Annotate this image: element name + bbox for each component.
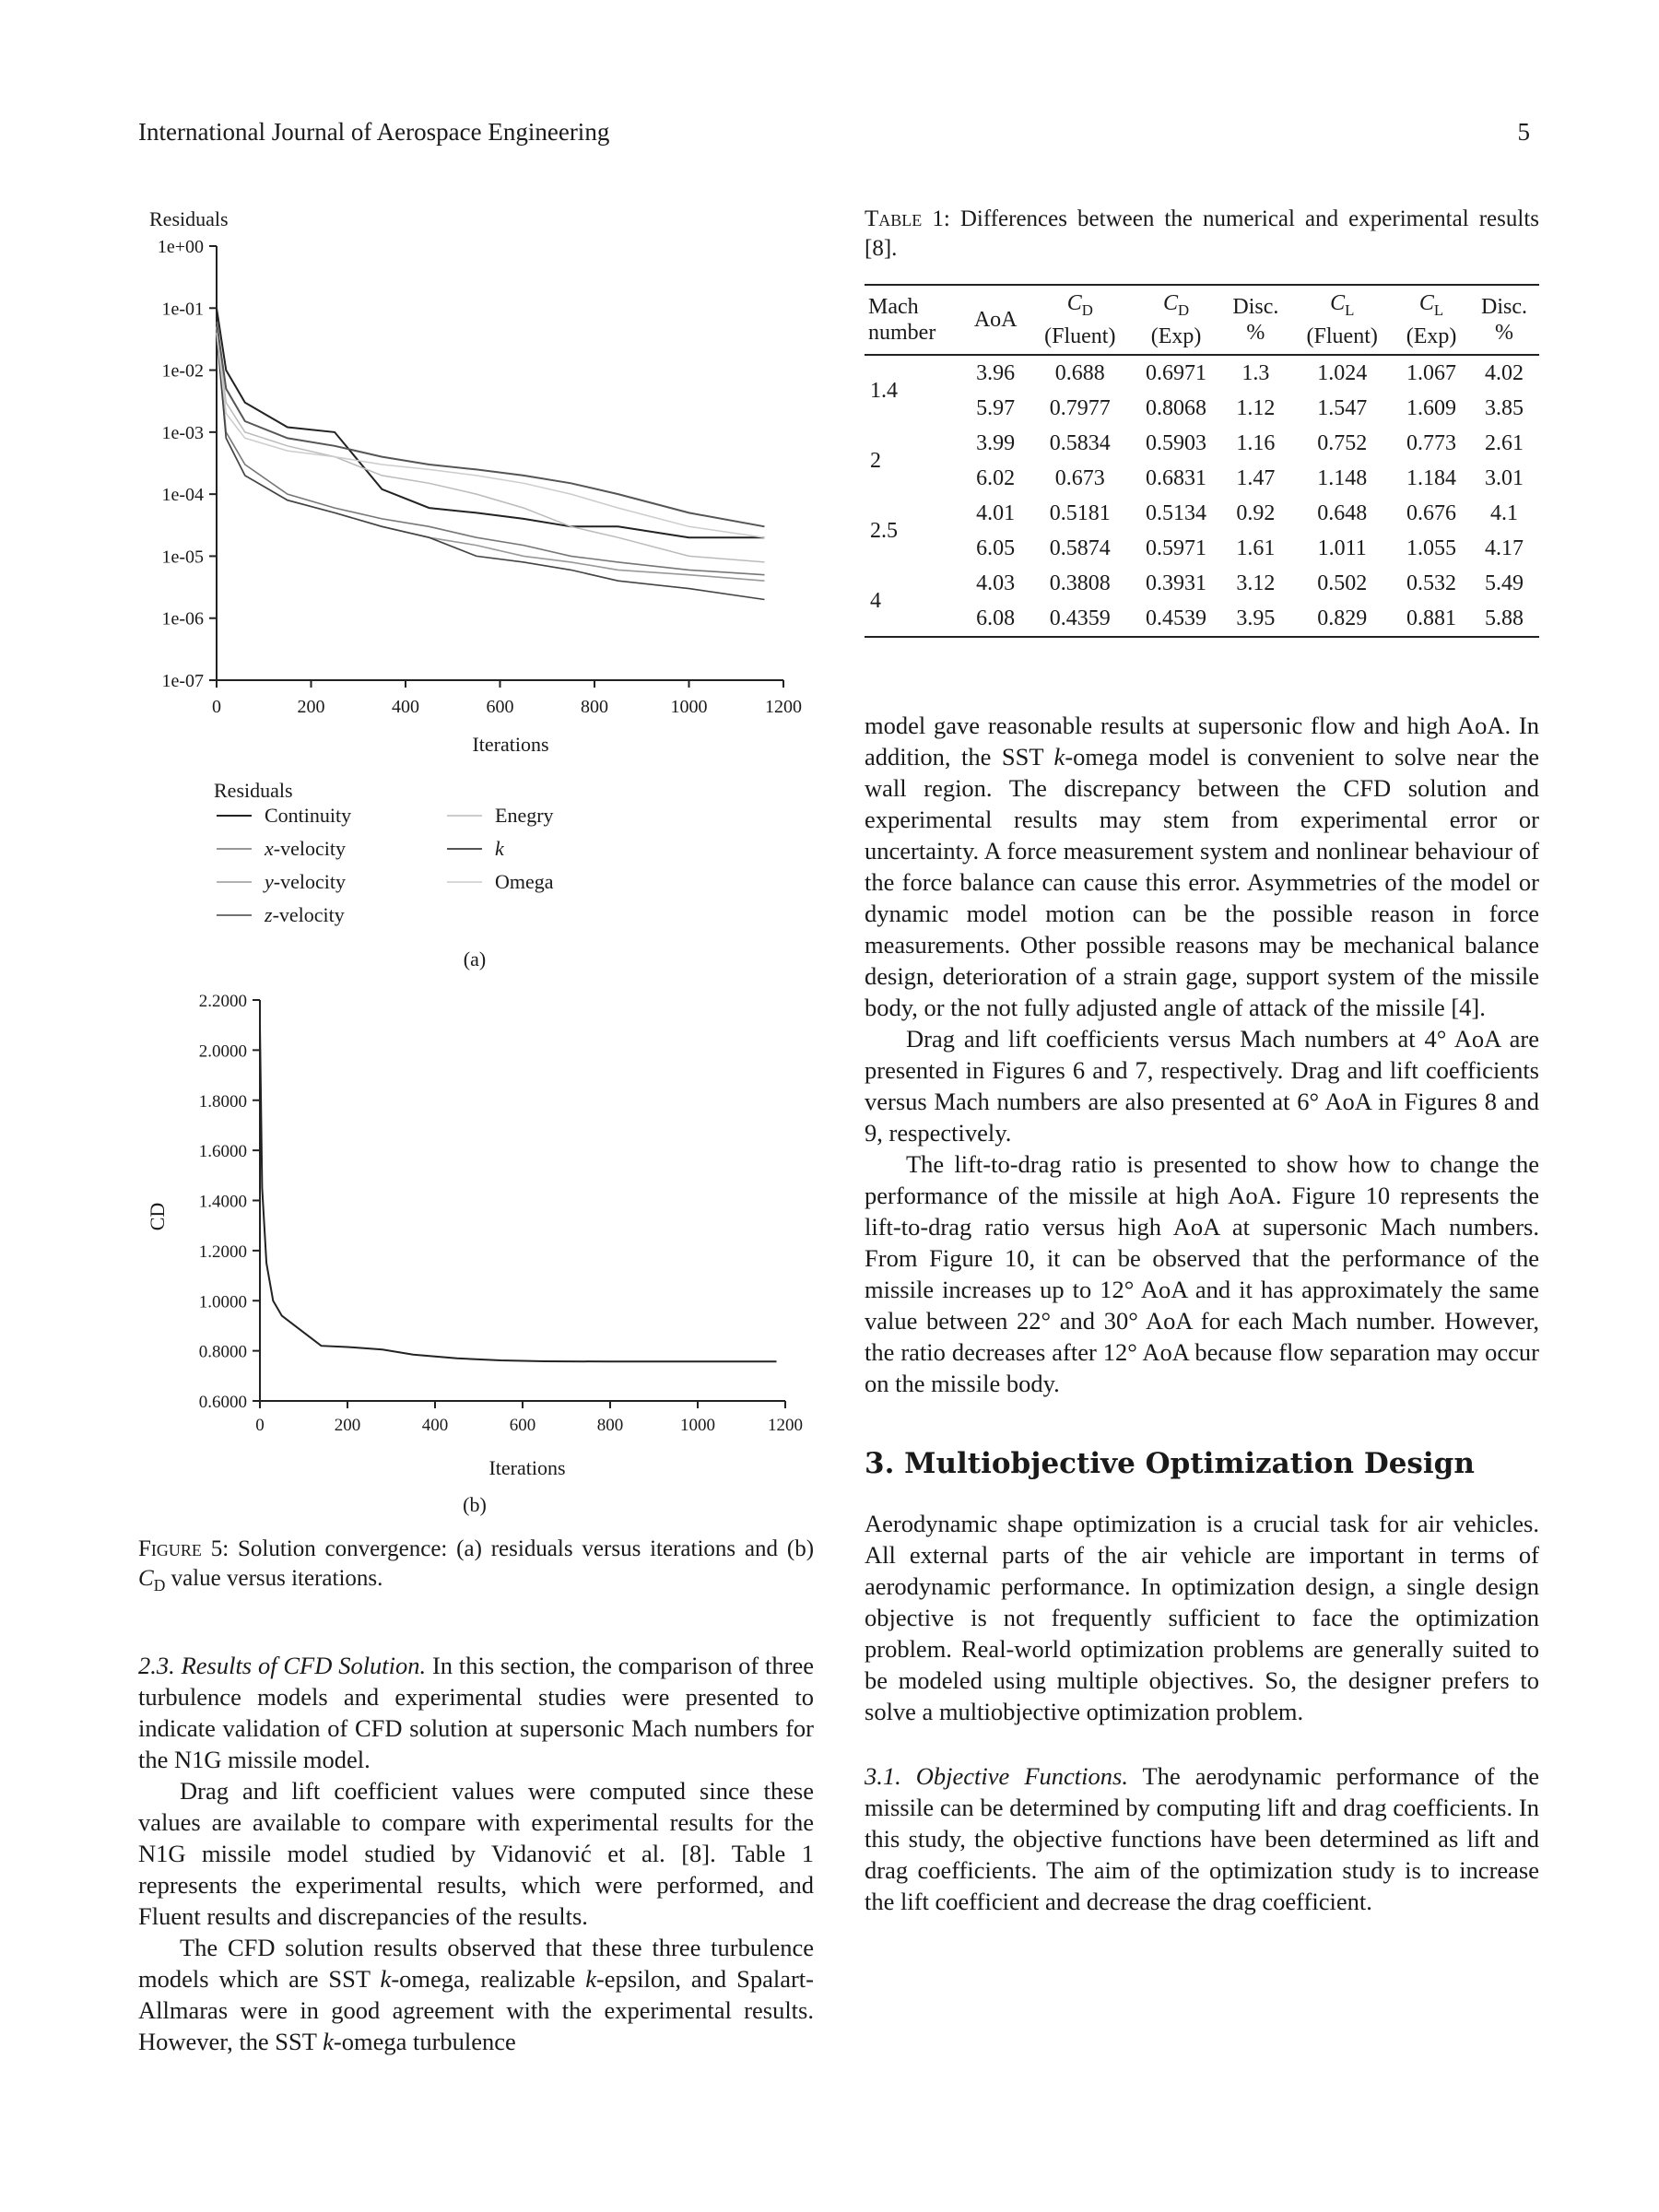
table1-cell: 5.88 — [1485, 606, 1524, 630]
table1-cell: 0.5874 — [1049, 535, 1111, 560]
table1-cell: 1.067 — [1406, 360, 1457, 385]
figA-legend-label: y-velocity — [265, 870, 346, 893]
table1-cell: 3.85 — [1485, 395, 1524, 420]
figB-x-tick-label: 0 — [255, 1416, 265, 1435]
table1-cell: 4.02 — [1485, 360, 1524, 385]
figA-y-tick-label: 1e-05 — [161, 547, 204, 568]
table1-mach-cell: 2.5 — [870, 518, 898, 543]
table1-cell: 3.99 — [976, 430, 1016, 455]
table1-cell: 3.01 — [1485, 465, 1524, 490]
table1 — [865, 284, 1539, 638]
table1-header-cell: Disc. % — [1481, 294, 1528, 345]
left-text-column — [138, 1650, 814, 2057]
table1-block — [865, 205, 1539, 638]
table1-cell: 1.055 — [1406, 535, 1457, 560]
table1-header-cell: $C_D$ (Fluent) — [1044, 291, 1116, 348]
table1-caption — [865, 205, 1539, 264]
figA-series — [217, 308, 765, 599]
figB-y-tick-label: 1.6000 — [198, 1142, 247, 1162]
right-text-column — [865, 710, 1539, 1917]
figure5a-residuals-chart — [129, 198, 830, 972]
figA-x-tick-label: 200 — [297, 697, 325, 717]
table1-cell: 5.49 — [1485, 571, 1524, 595]
table1-cell: 0.92 — [1236, 500, 1276, 525]
figA-y-tick-label: 1e-03 — [161, 422, 204, 443]
table1-cell: 1.148 — [1317, 465, 1368, 490]
journal-title: International Journal of Aerospace Engineering — [138, 118, 610, 146]
figB-y-tick-label: 2.2000 — [198, 992, 247, 1011]
table1-cell: 0.8068 — [1146, 395, 1207, 420]
figA-y-tick-label: 1e-04 — [161, 485, 204, 506]
figA-x-ticks — [212, 680, 802, 717]
table1-cell: 0.648 — [1317, 500, 1368, 525]
figB-y-tick-label: 0.8000 — [198, 1342, 247, 1362]
figA-x-tick-label: 400 — [392, 697, 419, 717]
table1-cell: 5.97 — [976, 395, 1016, 420]
table1-cell: 4.17 — [1485, 535, 1524, 560]
table1-cell: 0.773 — [1406, 430, 1457, 455]
table1-cell: 0.5834 — [1049, 430, 1111, 455]
table1-cell: 0.3931 — [1146, 571, 1207, 595]
table1-header-cell: Disc. % — [1232, 294, 1279, 345]
figA-x-tick-label: 800 — [581, 697, 608, 717]
table1-cell: 1.184 — [1406, 465, 1457, 490]
figure5-caption-label: Figure 5: — [138, 1536, 229, 1561]
section-2-3-para2: Drag and lift coefficient values were computed since these values are available to compare with experimental results for the N1G missile model studied by Vidanović et al. [8]. Table 1 represents the experimental results, which were performed, and Fluent results and discrepancies of the results. — [138, 1777, 814, 1930]
table1-cell: 0.3808 — [1049, 571, 1111, 595]
figB-y-tick-label: 0.6000 — [198, 1393, 247, 1412]
table-row — [865, 461, 1539, 496]
figure5-caption: Figure 5: Solution convergence: (a) residuals versus iterations and (b) $C_D$ value versus iterations. — [138, 1536, 815, 1594]
figA-y-tick-label: 1e-01 — [161, 299, 204, 320]
figB-xlabel: Iterations — [488, 1456, 566, 1479]
figure5-caption-line2-post: value versus iterations. — [171, 1566, 383, 1591]
figA-legend-label: Continuity — [265, 804, 352, 827]
table-row — [865, 355, 1539, 391]
table1-cell: 6.02 — [976, 465, 1016, 490]
figB-ylabel: CD — [146, 1202, 169, 1231]
figA-x-tick-label: 1200 — [765, 697, 802, 717]
table1-cell: 4.1 — [1490, 500, 1519, 525]
table1-cell: 0.6971 — [1146, 360, 1207, 385]
section-2-3-para3: The CFD solution results observed that these three turbulence models which are SST k-omega, realizable k-epsilon, and Spalart-Allmaras were in good agreement with the experimental results. However, the SST k-omega turbulence — [138, 1934, 814, 2055]
table1-mach-cell: 4 — [870, 588, 881, 613]
table1-header-row — [865, 285, 1539, 355]
table1-cell: 4.01 — [976, 500, 1016, 525]
figA-x-tick-label: 0 — [212, 697, 221, 717]
table1-cell: 0.6831 — [1146, 465, 1207, 490]
figB-y-ticks — [199, 992, 260, 1412]
table1-cell: 0.829 — [1317, 606, 1368, 630]
figB-y-tick-label: 1.2000 — [198, 1241, 247, 1262]
figB-x-tick-label: 400 — [421, 1416, 449, 1435]
figure5b-cd-chart — [129, 977, 830, 1530]
figA-legend-label: Omega — [495, 870, 554, 893]
table-row — [865, 531, 1539, 566]
table1-cell: 6.05 — [976, 535, 1016, 560]
figA-x-tick-label: 600 — [486, 697, 514, 717]
figA-series-line — [217, 327, 765, 582]
figA-ylabel: Residuals — [149, 207, 229, 230]
figB-x-tick-label: 800 — [596, 1416, 624, 1435]
table1-cell: 1.547 — [1317, 395, 1368, 420]
table1-cell: 0.881 — [1406, 606, 1457, 630]
table1-cell: 0.5181 — [1049, 500, 1111, 525]
table-row — [865, 391, 1539, 426]
figB-series — [260, 1025, 777, 1361]
figA-y-tick-label: 1e-06 — [161, 608, 204, 629]
table1-mach-cell: 2 — [870, 448, 881, 473]
figB-y-tick-label: 1.8000 — [198, 1091, 247, 1112]
section-2-3-para1: 2.3. Results of CFD Solution. In this section, the comparison of three turbulence models and experimental studies were presented to indicate validation of CFD solution at supersonic Mach numbers for the N1G missile model. — [138, 1652, 814, 1773]
table1-cell: 0.4539 — [1146, 606, 1207, 630]
table1-cell: 0.4359 — [1049, 606, 1111, 630]
figA-series-line — [217, 322, 765, 526]
table1-cell: 1.024 — [1317, 360, 1368, 385]
figA-series-line — [217, 327, 765, 575]
figA-legend-label: x-velocity — [265, 837, 346, 860]
table-row — [865, 566, 1539, 601]
figA-legend-title: Residuals — [214, 779, 293, 802]
table1-cell: 6.08 — [976, 606, 1016, 630]
figA-y-ticks — [158, 237, 217, 691]
figure5-caption-line1: Solution convergence: (a) residuals versus iterations and — [238, 1536, 779, 1561]
figB-x-tick-label: 1200 — [768, 1416, 803, 1435]
table1-cell: 1.3 — [1241, 360, 1270, 385]
table1-cell: 0.502 — [1317, 571, 1368, 595]
figA-legend — [217, 804, 554, 926]
figB-y-tick-label: 1.0000 — [198, 1292, 247, 1312]
right-para1: model gave reasonable results at supersonic flow and high AoA. In addition, the SST k-omega model is convenient to solve near the wall region. The discrepancy between the CFD solution and experimental results may stem from experimental error or uncertainty. A force measurement system and nonlinear behaviour of the force balance can cause this error. Asymmetries of the model or dynamic model motion can be the possible reason in force measurements. Other possible reasons may be mechanical balance design, deterioration of a strain gage, support system of the missile body, or the not fully adjusted angle of attack of the missile [4]. — [865, 712, 1539, 1021]
table1-cell: 0.676 — [1406, 500, 1457, 525]
table1-caption-label: Table 1: — [865, 206, 950, 231]
figB-y-tick-label: 2.0000 — [198, 1041, 247, 1062]
table1-header-cell: $C_L$ (Exp) — [1406, 291, 1457, 348]
table-row — [865, 601, 1539, 637]
table1-cell: 0.532 — [1406, 571, 1457, 595]
table1-cell: 0.5971 — [1146, 535, 1207, 560]
table1-cell: 1.47 — [1236, 465, 1276, 490]
table1-header-cell: $C_D$ (Exp) — [1150, 291, 1202, 348]
figB-x-tick-label: 600 — [509, 1416, 536, 1435]
section-3-1-title: 3.1. Objective Functions. — [865, 1762, 1128, 1790]
section-3-1-para1: 3.1. Objective Functions. The aerodynamic performance of the missile can be determined by computing lift and drag coefficients. In this study, the objective functions have been determined as lift and drag coefficients. The aim of the optimization study is to increase the lift coefficient and decrease the drag coefficient. — [865, 1762, 1540, 1915]
figB-x-tick-label: 200 — [334, 1416, 361, 1435]
section-2-3-title: 2.3. Results of CFD Solution. — [138, 1652, 427, 1679]
figB-x-ticks — [255, 1401, 803, 1435]
table1-header-cell: $C_L$ (Fluent) — [1306, 291, 1378, 348]
figB-y-tick-label: 1.4000 — [198, 1192, 247, 1212]
table1-cell: 4.03 — [976, 571, 1016, 595]
figure5-caption-line2-pre: (b) — [786, 1536, 815, 1561]
figA-series-line — [217, 333, 765, 537]
figB-cd-line — [260, 1025, 777, 1361]
figA-series-line — [217, 333, 765, 599]
figA-series-line — [217, 327, 765, 562]
figA-y-tick-label: 1e+00 — [157, 237, 204, 257]
section-3-para1: Aerodynamic shape optimization is a crucial task for air vehicles. All external parts of the air vehicle are important in terms of aerodynamic performance. In optimization design, a single design objective is not frequently sufficient to face the optimization problem. Real-world optimization problems are generally suited to be modeled using multiple objectives. So, the designer prefers to solve a multiobjective optimization problem. — [865, 1510, 1539, 1725]
table1-header-cell: AoA — [973, 307, 1018, 332]
table1-cell: 0.752 — [1317, 430, 1368, 455]
table-row — [865, 496, 1539, 531]
section-3-heading: 3. Multiobjective Optimization Design — [865, 1447, 1475, 1480]
figA-y-tick-label: 1e-07 — [161, 671, 204, 691]
figA-xlabel: Iterations — [472, 733, 549, 756]
table1-cell: 0.688 — [1054, 360, 1105, 385]
figA-x-tick-label: 1000 — [670, 697, 708, 717]
figB-sublabel: (b) — [463, 1493, 487, 1516]
table1-cell: 2.61 — [1485, 430, 1524, 455]
table1-cell: 1.011 — [1317, 535, 1367, 560]
table1-cell: 0.5903 — [1146, 430, 1207, 455]
table1-cell: 3.12 — [1236, 571, 1276, 595]
table1-cell: 1.609 — [1406, 395, 1457, 420]
table1-caption-text: Differences between the numerical and experimental results [8]. — [865, 206, 1539, 261]
table1-cell: 0.5134 — [1146, 500, 1207, 525]
table-row — [865, 426, 1539, 461]
figA-legend-label: z-velocity — [265, 903, 345, 926]
table1-mach-cell: 1.4 — [870, 378, 898, 403]
figA-sublabel: (a) — [463, 947, 487, 971]
table1-cell: 3.96 — [976, 360, 1016, 385]
table1-header-cell: Mach number — [868, 294, 936, 345]
table1-cell: 0.673 — [1054, 465, 1105, 490]
figA-legend-label: Enegry — [495, 804, 554, 827]
table1-cell: 1.12 — [1236, 395, 1276, 420]
table1-cell: 1.61 — [1236, 535, 1276, 560]
figB-x-tick-label: 1000 — [680, 1416, 715, 1435]
figA-legend-label: k — [495, 837, 504, 860]
right-para2: Drag and lift coefficients versus Mach numbers at 4° AoA are presented in Figures 6 and 7, respectively. Drag and lift coefficients versus Mach numbers are also presented at 6° AoA in Figures 8 and 9, respectively. — [865, 1025, 1539, 1147]
table1-cell: 3.95 — [1236, 606, 1276, 630]
right-para3: The lift-to-drag ratio is presented to show how to change the performance of the missile at high AoA. Figure 10 represents the lift-to-drag ratio versus high AoA at supersonic Mach numbers. From Figure 10, it can be observed that the performance of the missile increases up to 12° AoA and it has approximately the same value between 22° and 30° AoA for each Mach number. However, the ratio decreases after 12° AoA because flow separation may occur on the missile body. — [865, 1150, 1539, 1397]
figA-y-tick-label: 1e-02 — [161, 360, 204, 382]
table1-cell: 1.16 — [1236, 430, 1276, 455]
table1-cell: 0.7977 — [1049, 395, 1111, 420]
page-number: 5 — [1517, 118, 1530, 146]
